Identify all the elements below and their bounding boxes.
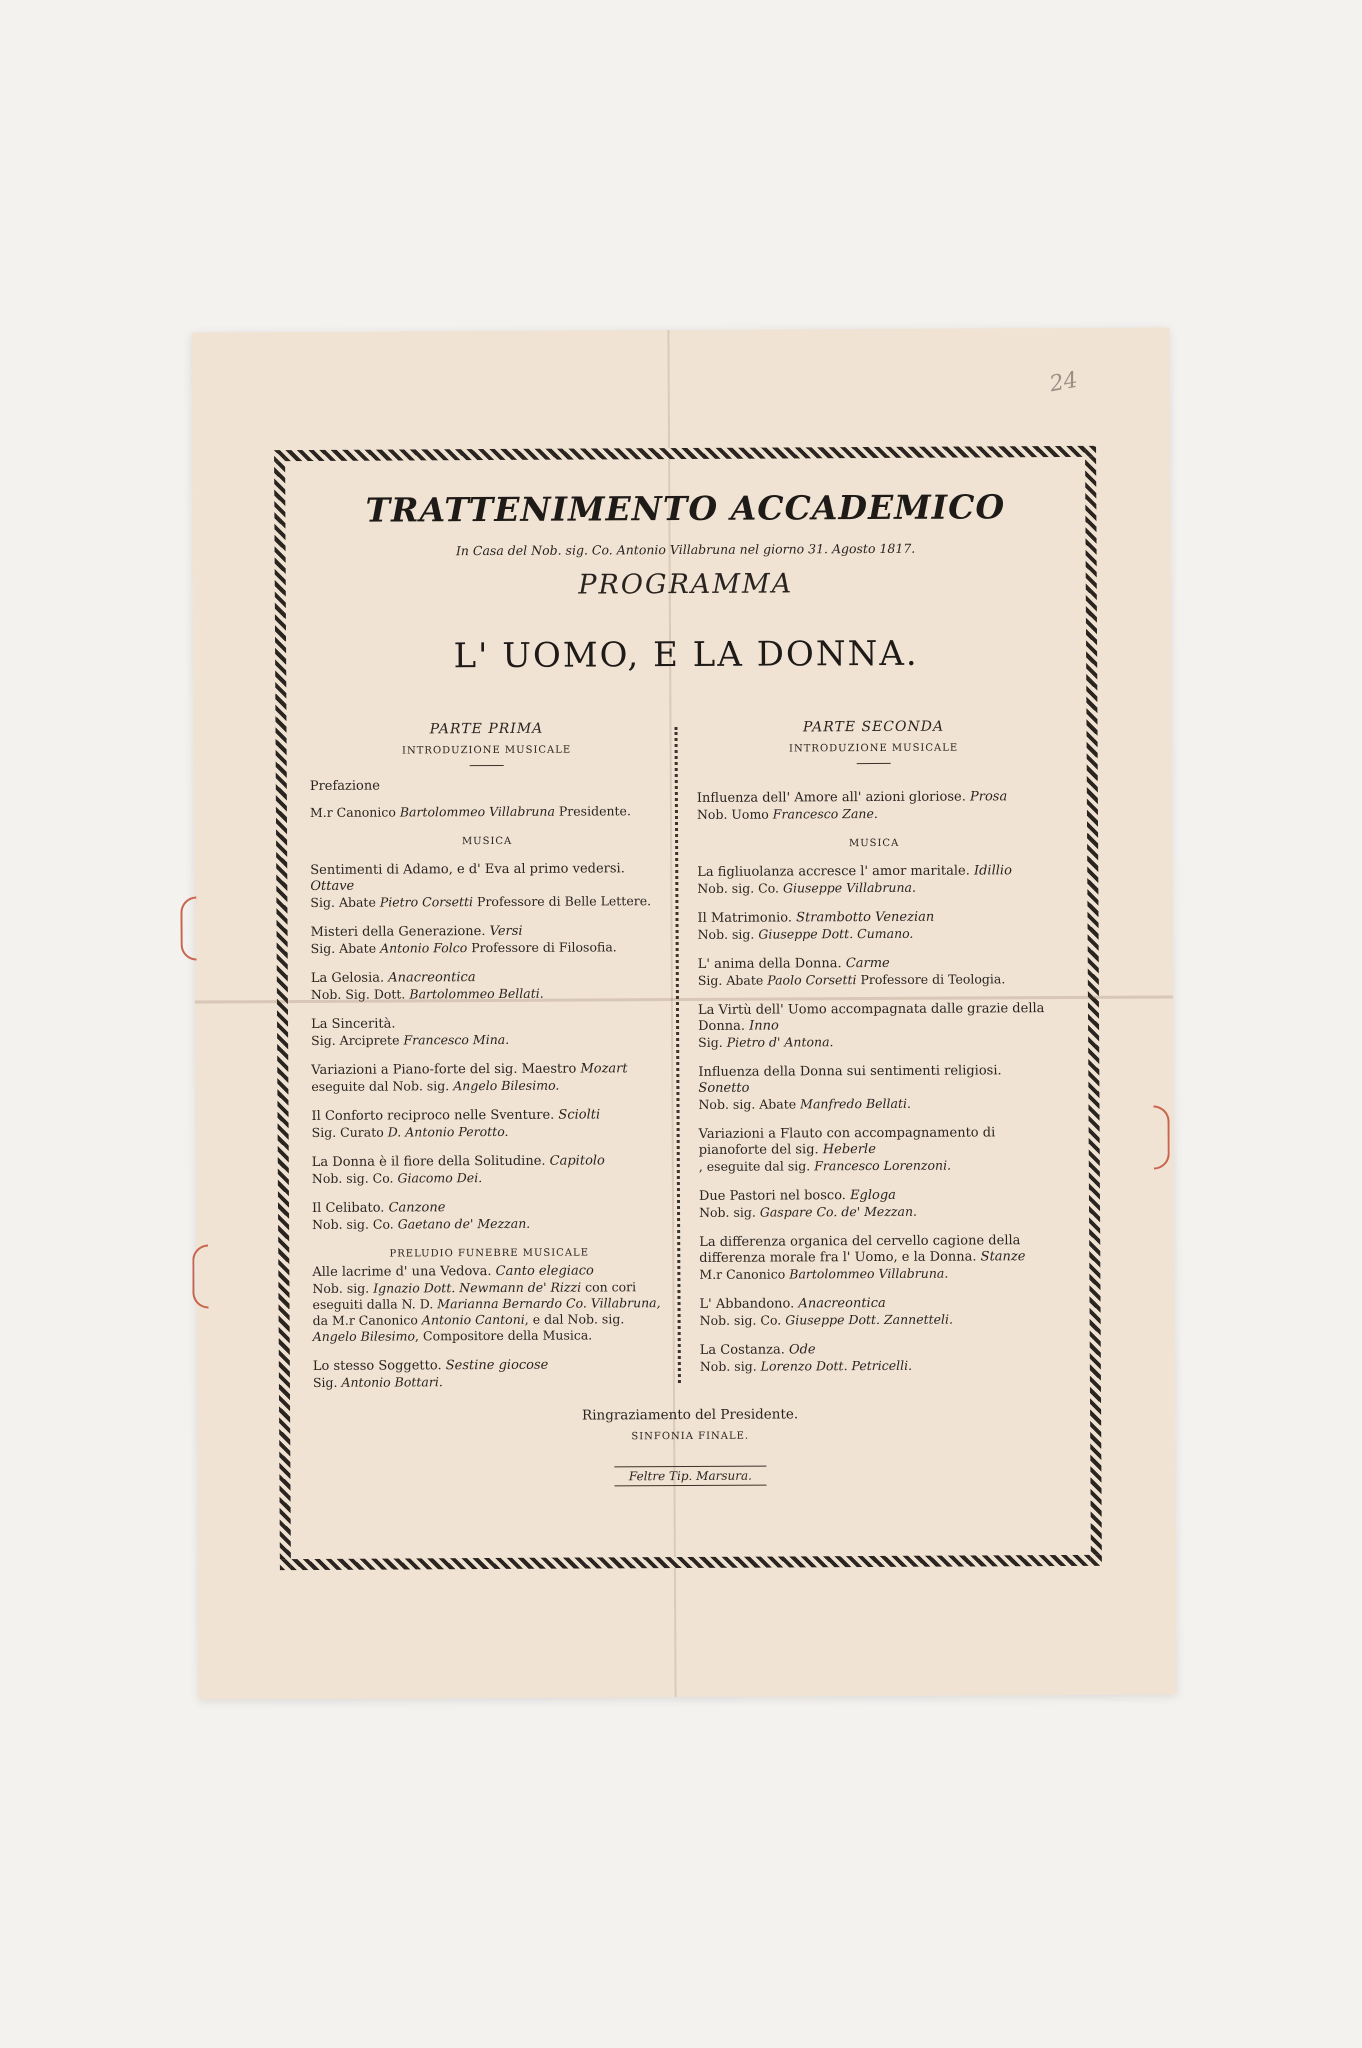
program-entry: Variazioni a Piano-forte del sig. Maestro Mozart eseguite dal Nob. sig. Angelo Bilesimo. — [311, 1061, 628, 1094]
program-entry: Variazioni a Flauto con accompagnamento di pianoforte del sig. Heberle , eseguite dal sig. Francesco Lorenzoni. — [698, 1125, 996, 1174]
program-entry: La differenza organica del cervello cagione della differenza morale fra l' Uomo, e la Donna. Stanze M.r Canonico Bartolommeo Villabruna. — [699, 1233, 1026, 1282]
ornamental-border — [274, 446, 1102, 1570]
section-heading: MUSICA — [461, 835, 513, 848]
poster-sheet — [191, 327, 1176, 1699]
printer-imprint: Feltre Tip. Marsura. — [290, 1467, 1090, 1485]
divider-rule — [470, 765, 504, 766]
column-divider-ornament — [675, 727, 681, 1383]
part-title: PARTE PRIMA — [429, 720, 544, 738]
program-entry: Alle lacrime d' una Vedova. Canto elegiaco Nob. sig. Ignazio Dott. Newmann de' Rizzi con cori eseguiti dalla N. D. Marianna Bernardo Co. Villabruna, da M.r Canonico Antonio Cantoni, e dal Nob. sig. Angelo Bilesimo, Compositore della Musica. — [312, 1263, 661, 1344]
program-entry: Influenza dell' Amore all' azioni gloriose. Prosa Nob. Uomo Francesco Zane. — [696, 789, 1008, 822]
part-title: PARTE SECONDA — [802, 718, 945, 736]
column-part-two — [696, 718, 1053, 1389]
program-entry: Lo stesso Soggetto. Sestine giocose Sig. Antonio Bottari. — [312, 1357, 549, 1390]
closing-line: Ringraziamento del Presidente. — [581, 1406, 799, 1424]
program-entry: Prefazione M.r Canonico Bartolommeo Villabruna Presidente. — [309, 778, 631, 820]
program-entry: La Virtù dell' Uomo accompagnata dalle grazie della Donna. Inno Sig. Pietro d' Antona. — [697, 1001, 1045, 1050]
program-entry: La Costanza. Ode Nob. sig. Lorenzo Dott. Petricelli. — [699, 1342, 913, 1374]
program-entry: Il Matrimonio. Strambotto Venezian Nob. sig. Giuseppe Dott. Cumano. — [697, 909, 935, 942]
intro-heading: INTRODUZIONE MUSICALE — [402, 744, 572, 757]
red-stamp-mark — [1153, 1105, 1169, 1169]
section-heading: MUSICA — [848, 837, 900, 850]
main-title: L' UOMO, E LA DONNA. — [453, 633, 919, 677]
program-entry: La Donna è il fiore della Solitudine. Capitolo Nob. sig. Co. Giacomo Dei. — [311, 1153, 605, 1186]
program-entry: La Sincerità. Sig. Arciprete Francesco Mina. — [311, 1016, 510, 1048]
program-entry: Il Celibato. Canzone Nob. sig. Co. Gaetano de' Mezzan. — [311, 1200, 531, 1232]
program-entry: La figliuolanza accresce l' amor maritale. Idillio Nob. sig. Co. Giuseppe Villabruna. — [697, 863, 1012, 896]
program-entry: Influenza della Donna sui sentimenti religiosi. Sonetto Nob. sig. Abate Manfredo Bellati. — [698, 1063, 1002, 1112]
divider-rule — [857, 763, 891, 764]
finale-line: SINFONIA FINALE. — [631, 1430, 750, 1443]
red-stamp-mark — [180, 897, 196, 961]
program-entry: Due Pastori nel bosco. Egloga Nob. sig. Gaspare Co. de' Mezzan. — [698, 1187, 917, 1220]
poster-subtitle: In Casa del Nob. sig. Co. Antonio Villabruna nel giorno 31. Agosto 1817. — [455, 540, 916, 559]
program-entry: La Gelosia. Anacreontica Nob. Sig. Dott. Bartolommeo Bellati. — [310, 970, 544, 1002]
poster-title: TRATTENIMENTO ACCADEMICO — [365, 487, 1006, 530]
program-entry: Sentimenti di Adamo, e d' Eva al primo vedersi. Ottave Sig. Abate Pietro Corsetti Professore di Belle Lettere. — [310, 861, 652, 910]
program-entry: Il Conforto reciproco nelle Sventure. Sciolti Sig. Curato D. Antonio Perotto. — [311, 1107, 601, 1140]
program-entry: Misteri della Generazione. Versi Sig. Abate Antonio Folco Professore di Filosofia. — [310, 923, 617, 956]
red-stamp-mark — [192, 1244, 208, 1308]
program-entry: L' Abbandono. Anacreontica Nob. sig. Co. Giuseppe Dott. Zannetteli. — [699, 1295, 954, 1328]
section-heading: PRELUDIO FUNEBRE MUSICALE — [389, 1247, 590, 1260]
program-entry: L' anima della Donna. Carme Sig. Abate Paolo Corsetti Professore di Teologia. — [697, 955, 1006, 988]
intro-heading: INTRODUZIONE MUSICALE — [789, 742, 959, 755]
programma-heading: PROGRAMMA — [578, 568, 794, 601]
pencil-note: 24 — [1047, 367, 1080, 398]
column-part-one — [309, 720, 667, 1405]
